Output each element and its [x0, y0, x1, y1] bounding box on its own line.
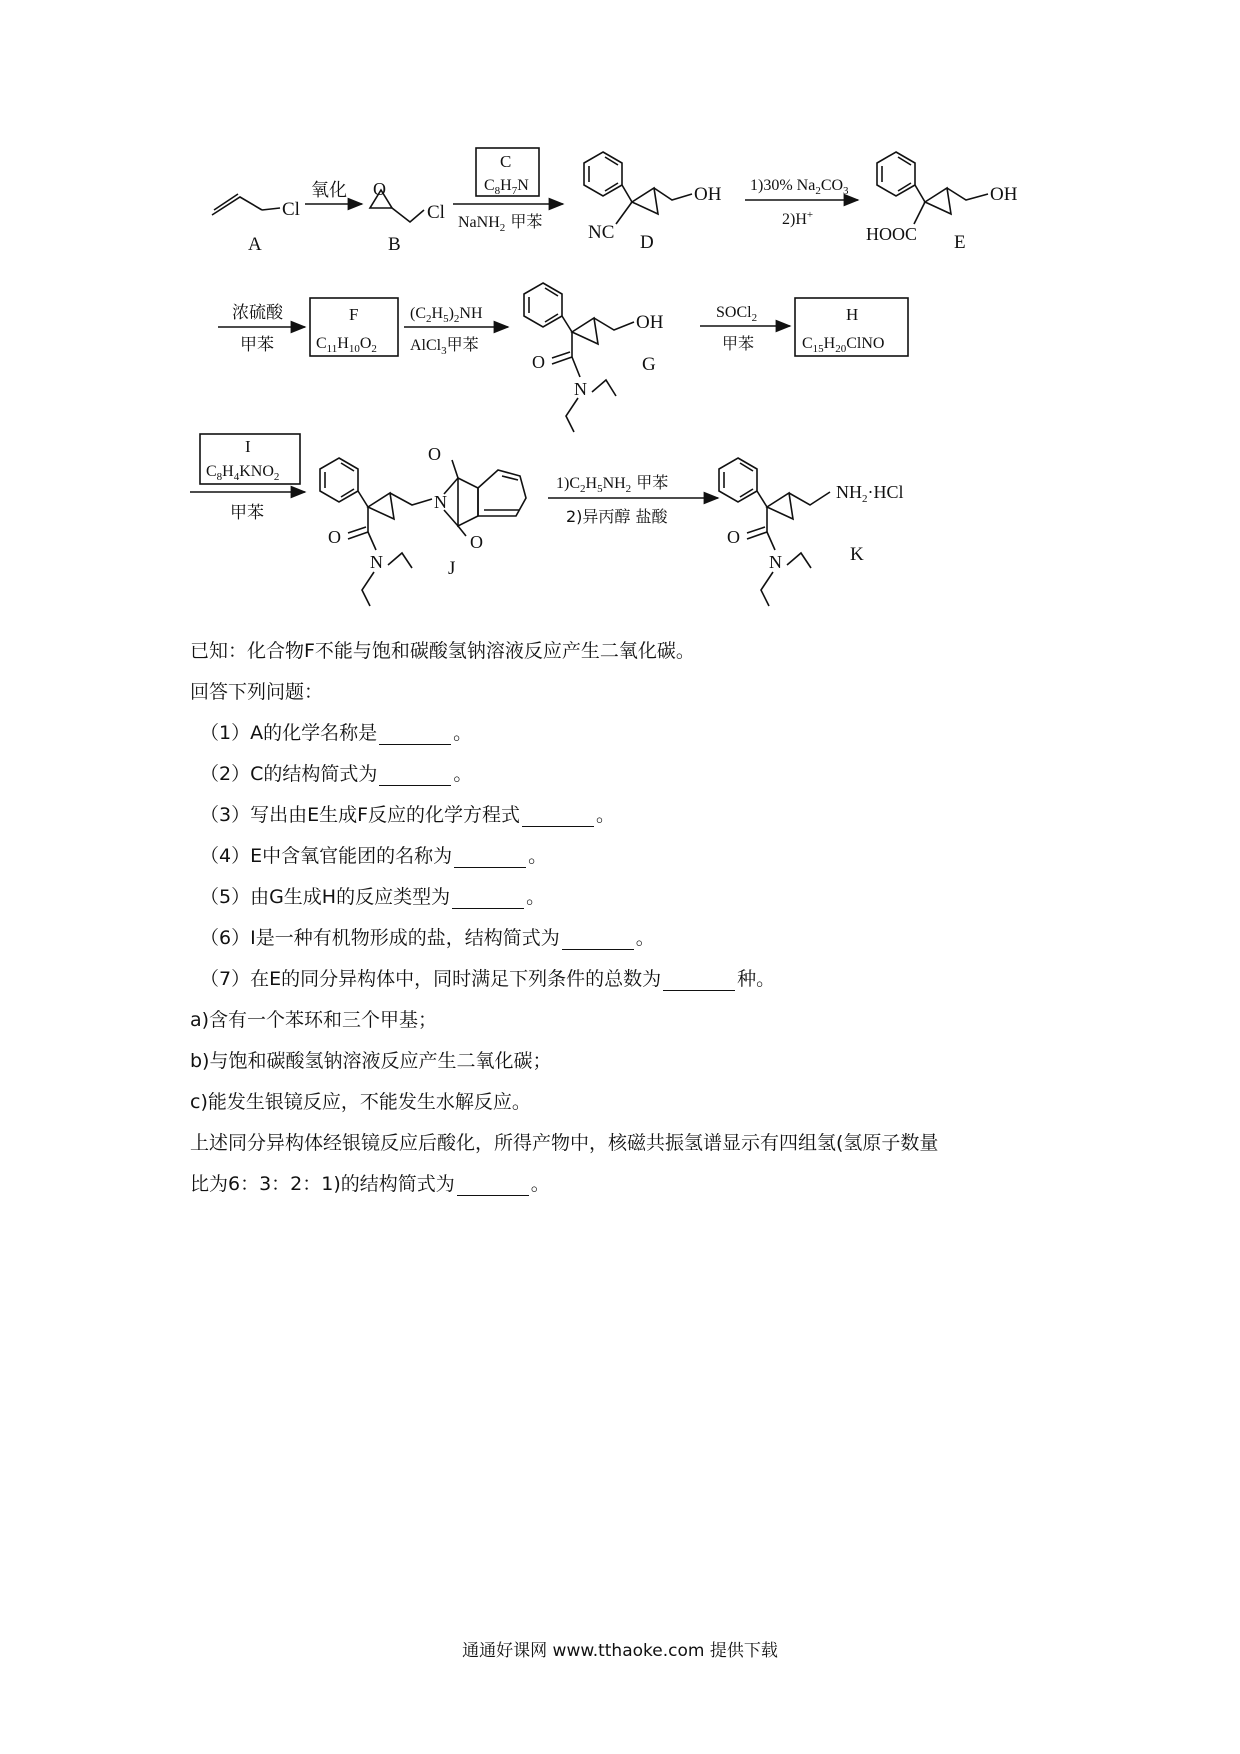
arrow-label-isopropanol: 2)异丙醇 盐酸 [566, 507, 668, 526]
label-e: E [954, 232, 966, 253]
arrow-hydrolysis [745, 177, 858, 228]
arrow-label-ethylamine: $1)C_2H_5NH_2$ 甲苯 [556, 473, 669, 495]
question-4: （4）E中含氧官能团的名称为 。 [200, 845, 548, 867]
arrow-label-nanh2: NaNH$_2$ 甲苯 [458, 212, 543, 234]
label-k: K [850, 544, 864, 565]
n-label: N [370, 552, 383, 572]
compound-d-structure [584, 152, 722, 253]
oh-label: OH [990, 184, 1018, 205]
compound-a-structure [212, 194, 300, 255]
compound-j-structure [320, 444, 526, 606]
n-label: N [574, 379, 587, 399]
arrow-label-toluene: 甲苯 [722, 334, 755, 353]
label-j: J [448, 558, 456, 579]
label-a: A [248, 234, 262, 255]
oh-label: OH [636, 312, 664, 333]
arrow-reagent-c [453, 148, 563, 234]
answer-blank [379, 724, 451, 745]
arrow-label-h-plus: 2)H+ [782, 209, 814, 228]
label-g: G [642, 354, 656, 375]
arrow-oxidation [305, 180, 362, 204]
question-5: （5）由G生成H的反应类型为 。 [200, 886, 546, 908]
question-6: （6）I是一种有机物形成的盐，结构简式为 。 [200, 927, 655, 949]
answer-blank [454, 847, 526, 868]
question-7: （7）在E的同分异构体中，同时满足下列条件的总数为 种。 [200, 968, 776, 990]
nh2-hcl-label: $NH_2\cdot HCl$ [836, 482, 904, 505]
condition-a: a)含有一个苯环和三个甲基； [190, 1009, 438, 1031]
box-i-letter: I [245, 437, 251, 456]
o-label: O [373, 179, 386, 199]
arrow-ethylamine [548, 473, 718, 526]
compound-b-structure [370, 179, 445, 255]
o-label: O [428, 444, 441, 464]
n-label: N [434, 492, 447, 512]
cl-label: Cl [282, 199, 300, 220]
question-2: （2）C的结构简式为 。 [200, 763, 473, 785]
box-c-letter: C [500, 152, 512, 171]
condition-c: c)能发生银镜反应，不能发生水解反应。 [190, 1091, 531, 1113]
cl-label: Cl [427, 202, 445, 223]
compound-g-structure [524, 283, 664, 432]
answer-blank [522, 806, 594, 827]
final-question-line-1: 上述同分异构体经银镜反应后酸化，所得产物中，核磁共振氢谱显示有四组氢(氢原子数量 [190, 1132, 939, 1154]
label-b: B [388, 234, 401, 255]
answer-blank [452, 888, 524, 909]
oh-label: OH [694, 184, 722, 205]
box-f-formula: $C_{11}H_{10}O_2$ [316, 335, 377, 355]
answer-blank [562, 929, 634, 950]
o-label: O [470, 532, 483, 552]
arrow-label-h2so4: 浓硫酸 [232, 303, 283, 323]
arrow-label-alcl3: AlCl$_3$甲苯 [410, 335, 479, 357]
arrow-label-toluene: 甲苯 [240, 335, 274, 355]
answer-blank [663, 970, 735, 991]
arrow-label-na2co3: 1)30% $Na_2CO_3$ [750, 177, 849, 197]
box-h-formula: $C_{15}H_{20}ClNO$ [802, 335, 885, 355]
arrow-label-oxidation: 氧化 [311, 180, 347, 201]
answer-blank [457, 1175, 529, 1196]
o-label: O [727, 527, 740, 547]
compound-k-structure [719, 458, 904, 606]
n-label: N [769, 552, 782, 572]
o-label: O [532, 352, 545, 372]
compound-f-box [310, 298, 398, 356]
box-f-letter: F [349, 305, 359, 324]
question-1: （1）A的化学名称是 。 [200, 722, 473, 744]
footer-credit: 通通好课网 www.tthaoke.com 提供下载 [462, 1641, 778, 1661]
box-h-letter: H [846, 305, 859, 324]
prompt-line: 回答下列问题： [190, 681, 324, 703]
question-3: （3）写出由E生成F反应的化学方程式 。 [200, 804, 616, 826]
arrow-label-socl2: SOCl$_2$ [716, 304, 758, 324]
answer-blank [379, 765, 451, 786]
compound-h-box [795, 298, 908, 356]
reagent-i-box [190, 434, 305, 523]
arrow-diethylamine [404, 305, 508, 357]
arrow-label-diethylamine: $(C_2H_5)_2NH$ [410, 305, 483, 325]
condition-b: b)与饱和碳酸氢钠溶液反应产生二氧化碳； [190, 1050, 552, 1072]
arrow-h2so4 [218, 303, 305, 355]
final-question-line-2: 比为6：3：2：1)的结构简式为 。 [190, 1173, 550, 1195]
label-d: D [640, 232, 654, 253]
hooc-label: HOOC [866, 224, 918, 244]
box-c-formula: $C_8H_7N$ [484, 177, 529, 197]
known-statement: 已知：化合物F不能与饱和碳酸氢钠溶液反应产生二氧化碳。 [190, 640, 695, 662]
box-i-formula: $C_8H_4KNO_2$ [206, 463, 280, 483]
nc-label: NC [588, 222, 615, 243]
arrow-label-toluene: 甲苯 [230, 503, 264, 523]
arrow-socl2 [700, 304, 790, 353]
question-text [190, 642, 1070, 1216]
o-label: O [328, 527, 341, 547]
compound-e-structure [866, 152, 1018, 253]
reaction-scheme [0, 0, 1240, 630]
